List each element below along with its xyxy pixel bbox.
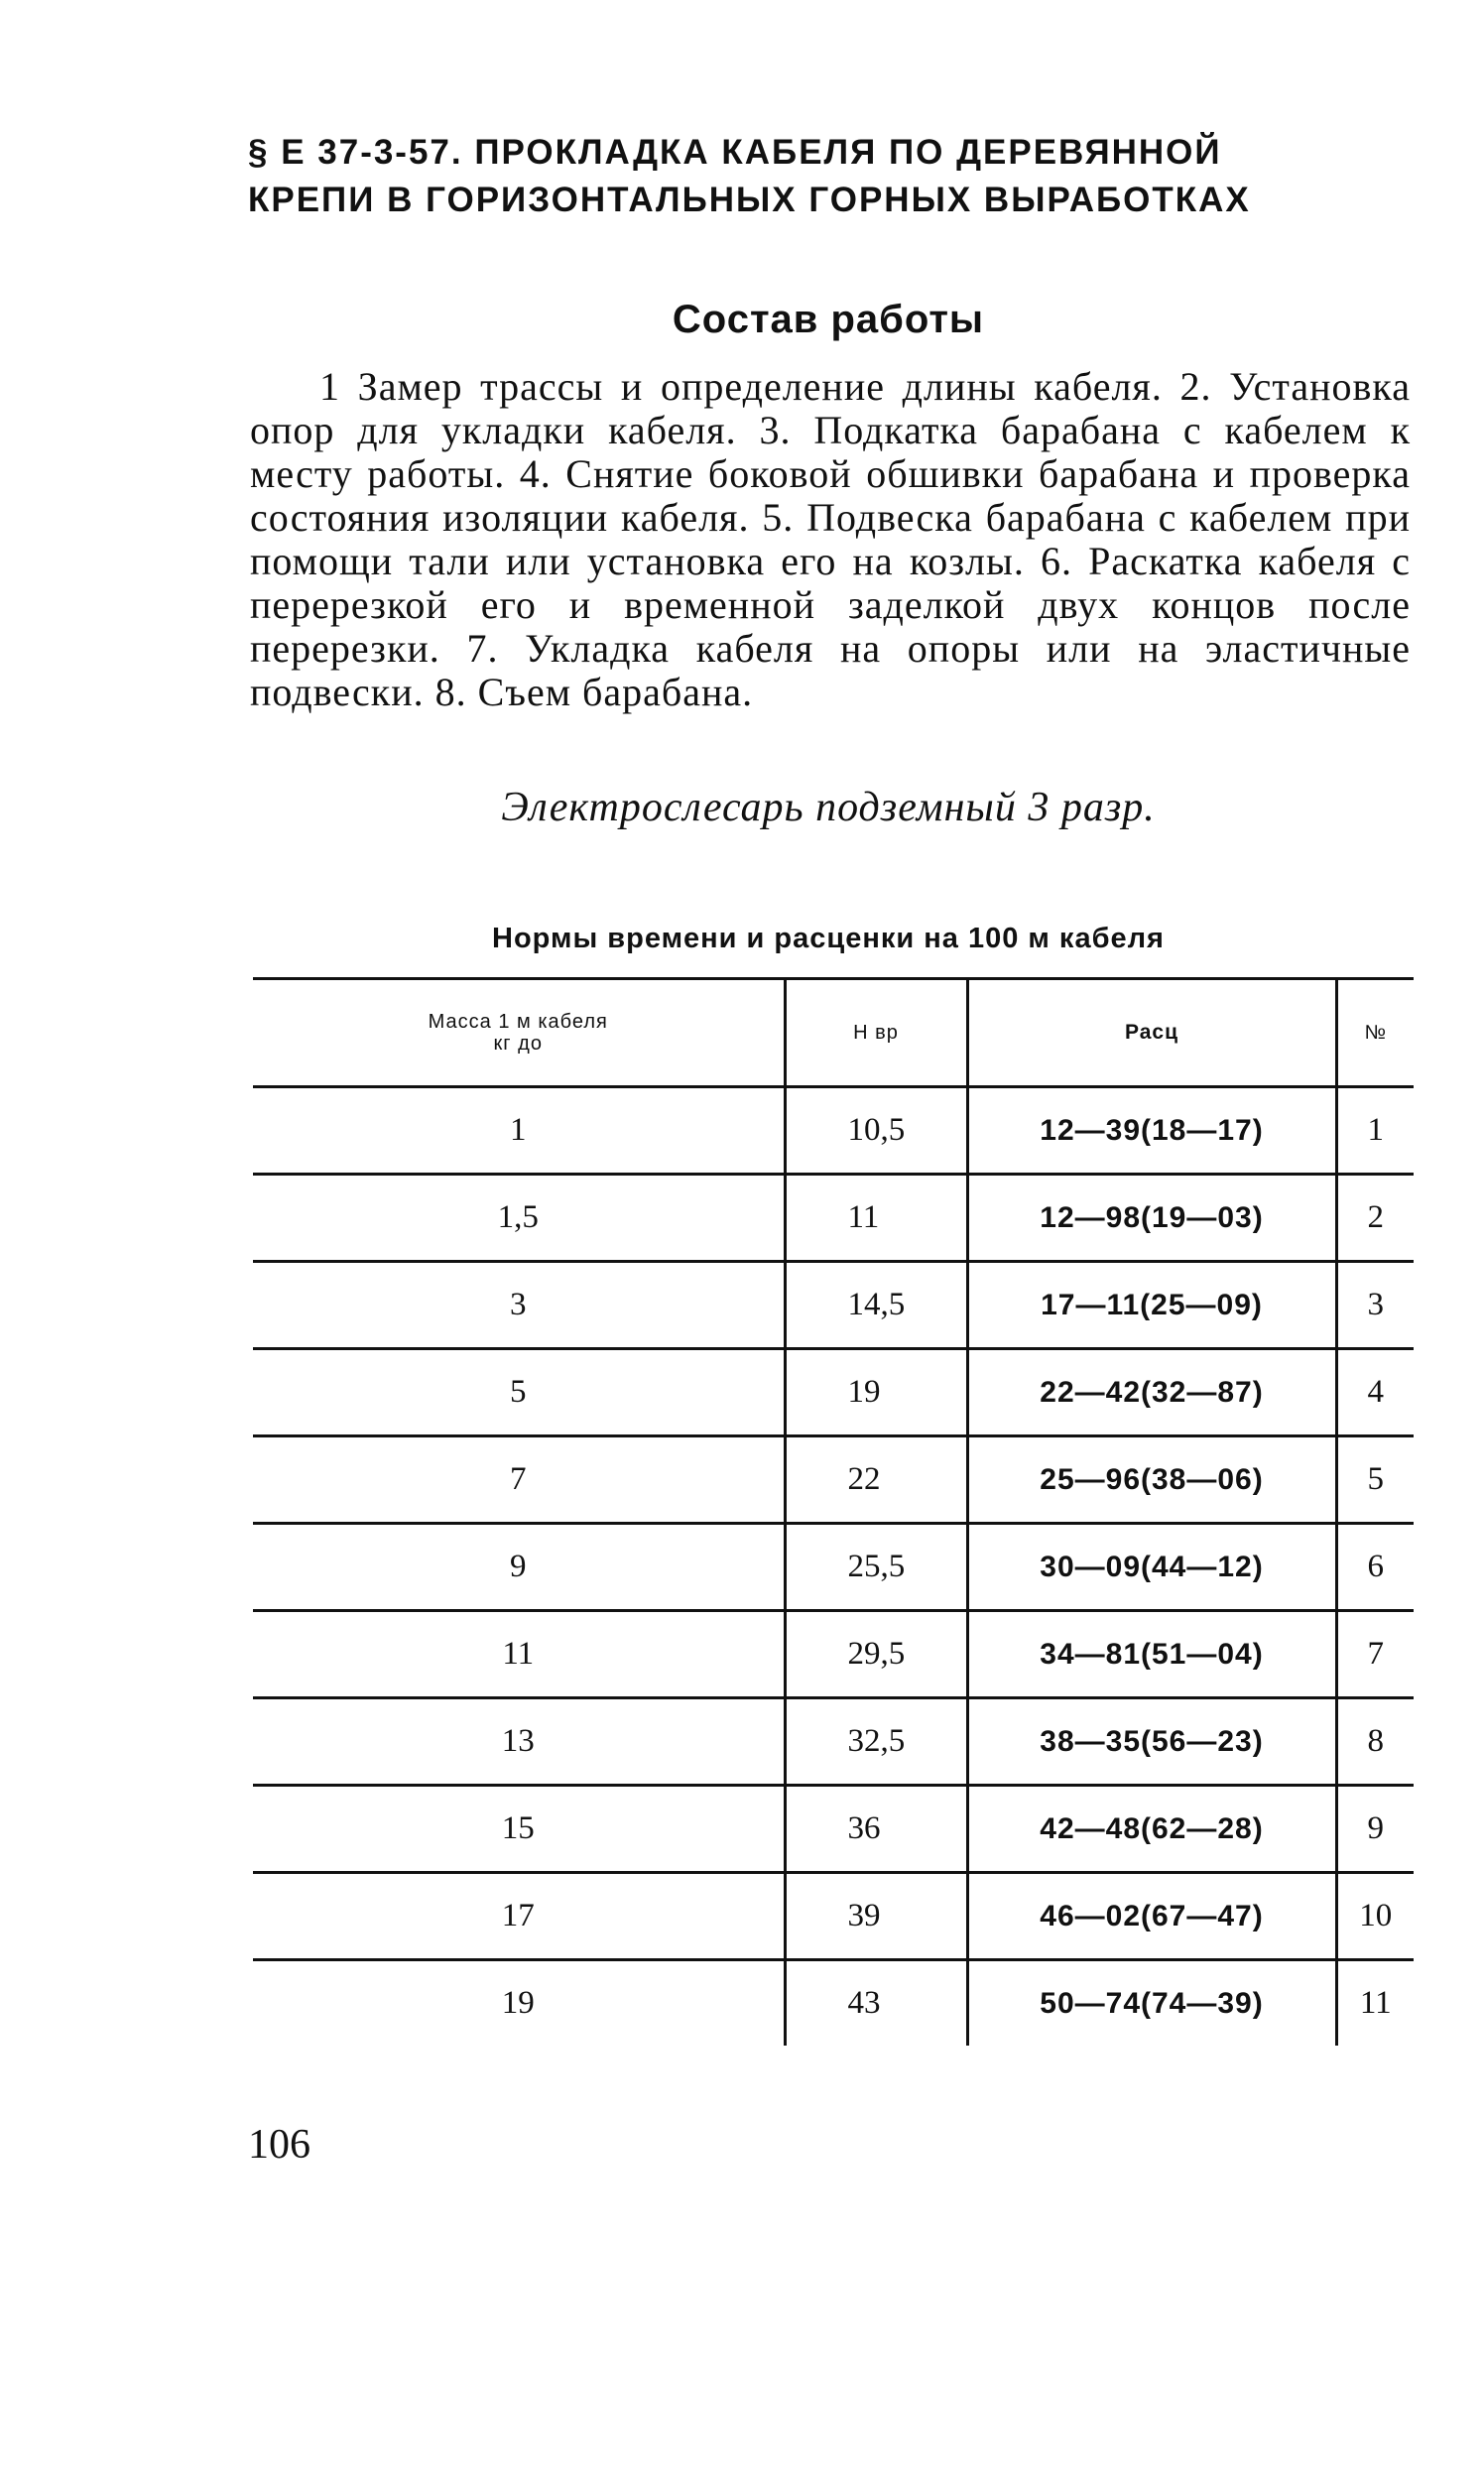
cell-mass: 17 xyxy=(253,1873,785,1960)
cell-rate: 50—74(74—39) xyxy=(967,1960,1336,2047)
cell-rate: 12—39(18—17) xyxy=(967,1087,1336,1175)
cell-time: 22 xyxy=(785,1436,967,1524)
cell-num: 10 xyxy=(1336,1873,1414,1960)
heading-line-2: КРЕПИ В ГОРИЗОНТАЛЬНЫХ ГОРНЫХ ВЫРАБОТКАХ xyxy=(248,181,1251,219)
cell-num: 1 xyxy=(1336,1087,1414,1175)
cell-mass: 5 xyxy=(253,1349,785,1436)
cell-num: 3 xyxy=(1336,1262,1414,1349)
cell-mass: 1 xyxy=(253,1087,785,1175)
cell-rate: 30—09(44—12) xyxy=(967,1524,1336,1611)
cell-mass: 7 xyxy=(253,1436,785,1524)
table-row xyxy=(253,1262,1414,1349)
work-composition-text: 1 Замер трассы и определение длины кабеля. 2. Установка опор для укладки кабеля. 3. Подкатка барабана с кабелем к месту работы. 4. Снятие боковой обшивки барабана и проверка состояния изоляции кабеля. 5. Подвеска барабана с кабелем при помощи тали или установка его на козлы. 6. Раскатка кабеля с перерезкой его и временной заделкой двух концов после перерезки. 7. Укладка кабеля на опоры или на эластичные подвески. 8. Съем барабана. xyxy=(250,364,1411,714)
header-mass xyxy=(253,979,785,1087)
cell-mass: 15 xyxy=(253,1786,785,1873)
table-row xyxy=(253,1175,1414,1262)
cell-time: 36 xyxy=(785,1786,967,1873)
table-row xyxy=(253,1873,1414,1960)
cell-rate: 34—81(51—04) xyxy=(967,1611,1336,1698)
section-heading xyxy=(248,129,1309,224)
cell-num: 4 xyxy=(1336,1349,1414,1436)
table-row xyxy=(253,1786,1414,1873)
page-number: 106 xyxy=(248,2122,310,2168)
heading-line-1: § Е 37-3-57. ПРОКЛАДКА КАБЕЛЯ ПО ДЕРЕВЯННОЙ xyxy=(248,133,1222,172)
table-row xyxy=(253,1436,1414,1524)
header-num: № xyxy=(1336,979,1414,1087)
cell-rate: 42—48(62—28) xyxy=(967,1786,1336,1873)
cell-num: 6 xyxy=(1336,1524,1414,1611)
cell-time: 10,5 xyxy=(785,1087,967,1175)
cell-time: 11 xyxy=(785,1175,967,1262)
header-mass-line-2: кг до xyxy=(493,1033,543,1055)
header-time: Н вр xyxy=(785,979,967,1087)
cell-rate: 46—02(67—47) xyxy=(967,1873,1336,1960)
cell-time: 29,5 xyxy=(785,1611,967,1698)
cell-time: 43 xyxy=(785,1960,967,2047)
header-rate: Расц xyxy=(967,979,1336,1087)
cell-num: 11 xyxy=(1336,1960,1414,2047)
worker-qualification: Электрослесарь подземный 3 разр. xyxy=(501,785,1156,830)
table-row xyxy=(253,1087,1414,1175)
cell-rate: 17—11(25—09) xyxy=(967,1262,1336,1349)
cell-rate: 38—35(56—23) xyxy=(967,1698,1336,1786)
cell-time: 14,5 xyxy=(785,1262,967,1349)
cell-rate: 12—98(19—03) xyxy=(967,1175,1336,1262)
table-header-row xyxy=(253,979,1414,1087)
cell-mass: 11 xyxy=(253,1611,785,1698)
cell-time: 39 xyxy=(785,1873,967,1960)
cell-num: 2 xyxy=(1336,1175,1414,1262)
cell-mass: 9 xyxy=(253,1524,785,1611)
cell-num: 9 xyxy=(1336,1786,1414,1873)
work-composition-title: Состав работы xyxy=(672,298,985,341)
norms-table xyxy=(253,977,1414,2046)
table-row xyxy=(253,1698,1414,1786)
cell-rate: 25—96(38—06) xyxy=(967,1436,1336,1524)
cell-time: 25,5 xyxy=(785,1524,967,1611)
cell-mass: 3 xyxy=(253,1262,785,1349)
table-row xyxy=(253,1611,1414,1698)
table-row xyxy=(253,1960,1414,2047)
cell-time: 19 xyxy=(785,1349,967,1436)
table-body xyxy=(253,1087,1414,2047)
cell-mass: 13 xyxy=(253,1698,785,1786)
cell-num: 8 xyxy=(1336,1698,1414,1786)
cell-time: 32,5 xyxy=(785,1698,967,1786)
header-mass-line-1: Масса 1 м кабеля xyxy=(428,1011,608,1033)
cell-num: 5 xyxy=(1336,1436,1414,1524)
cell-num: 7 xyxy=(1336,1611,1414,1698)
table-caption: Нормы времени и расценки на 100 м кабеля xyxy=(492,923,1165,954)
table-row xyxy=(253,1524,1414,1611)
cell-rate: 22—42(32—87) xyxy=(967,1349,1336,1436)
table-row xyxy=(253,1349,1414,1436)
cell-mass: 1,5 xyxy=(253,1175,785,1262)
cell-mass: 19 xyxy=(501,1985,535,2021)
